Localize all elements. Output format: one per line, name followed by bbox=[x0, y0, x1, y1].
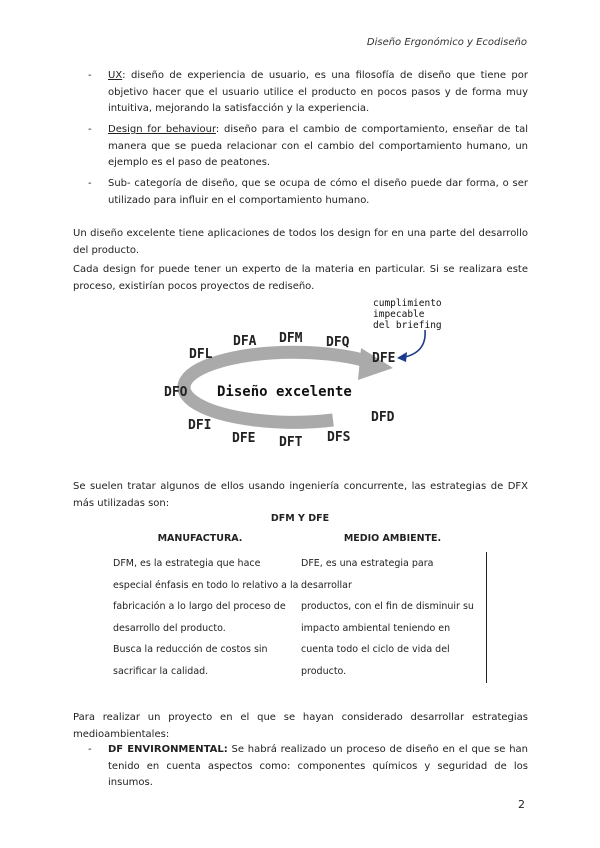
diagram-label: DFS bbox=[327, 430, 351, 445]
diagram-center-title: Diseño excelente bbox=[217, 384, 352, 400]
diagram-label: DFO bbox=[164, 385, 188, 400]
term-design-for-behaviour: Design for behaviour bbox=[108, 124, 216, 135]
bullet-subcategory bbox=[88, 176, 528, 209]
dfx-diagram bbox=[155, 296, 475, 456]
diagram-note: cumplimiento impecable del briefing bbox=[373, 298, 442, 331]
diagram-label: DFD bbox=[371, 410, 395, 425]
table-title: DFM Y DFE bbox=[270, 513, 330, 524]
bullet-text: : diseño de experiencia de usuario, es una filosofía de diseño que tiene por objetivo hacer que el usuario utilice el producto en pocos pasos y de forma muy intuitiva, mejorando la satisfacción y la experiencia. bbox=[108, 70, 528, 114]
header-title: Diseño Ergonómico y Ecodiseño bbox=[366, 37, 527, 48]
col-header-manufactura: MANUFACTURA. bbox=[157, 533, 243, 544]
bullet-text: Se habrá realizado un proceso de diseño en el que se han tenido en cuenta aspectos como: componentes químicos y seguridad de los insumos. bbox=[108, 744, 528, 788]
paragraph-2: Cada design for puede tener un experto de la materia en particular. Si se realizara este proceso, existirían pocos proyectos de rediseño. bbox=[73, 264, 528, 292]
bullet-text: Sub- categoría de diseño, que se ocupa de cómo el diseño puede dar forma, o ser utilizado para influir en el comportamiento humano. bbox=[108, 178, 528, 206]
paragraph-4: Para realizar un proyecto en el que se hayan considerado desarrollar estrategias medioambientales: bbox=[73, 712, 528, 740]
bullet-text: : diseño para el cambio de comportamiento, enseñar de tal manera que se pueda relacionar con el cambio del comportamiento humano, un ejemplo es el paso de peatones. bbox=[108, 124, 528, 168]
col-body-medio-ambiente: DFE, es una estrategia para desarrollar productos, con el fin de disminuir su impacto ambiental teniendo en cuenta todo el ciclo de vida del producto. bbox=[301, 558, 474, 677]
bullet-design-for-behaviour bbox=[88, 122, 528, 172]
bullet-dash: - bbox=[88, 744, 92, 755]
bullet-dash: - bbox=[88, 70, 92, 81]
col-header-medio-ambiente: MEDIO AMBIENTE. bbox=[343, 533, 442, 544]
diagram-label: DFQ bbox=[326, 335, 350, 350]
diagram-label: DFE bbox=[232, 431, 256, 446]
paragraph-3: Se suelen tratar algunos de ellos usando ingeniería concurrente, las estrategias de DFX más utilizadas son: bbox=[73, 481, 528, 509]
diagram-label: DFL bbox=[189, 347, 213, 362]
term-ux: UX bbox=[108, 70, 123, 81]
bullet-dash: - bbox=[88, 178, 92, 189]
diagram-label: DFA bbox=[233, 334, 257, 349]
bullet-dash: - bbox=[88, 124, 92, 135]
diagram-label: DFE bbox=[372, 351, 396, 366]
table-divider bbox=[486, 552, 487, 683]
bullet-ux bbox=[88, 68, 528, 118]
paragraph-1: Un diseño excelente tiene aplicaciones de todos los design for en una parte del desarrollo del producto. bbox=[73, 228, 528, 256]
diagram-label: DFM bbox=[279, 331, 303, 346]
diagram-label: DFI bbox=[188, 418, 212, 433]
diagram-label: DFT bbox=[279, 435, 303, 450]
bullet-df-environmental bbox=[88, 742, 528, 792]
term-df-environmental: DF ENVIRONMENTAL: bbox=[108, 744, 228, 755]
col-body-manufactura: DFM, es la estrategia que hace especial énfasis en todo lo relativo a la fabricación a lo largo del proceso de desarrollo del producto. Busca la reducción de costos sin sacrificar la calidad. bbox=[113, 558, 299, 677]
page-number: 2 bbox=[518, 798, 525, 811]
